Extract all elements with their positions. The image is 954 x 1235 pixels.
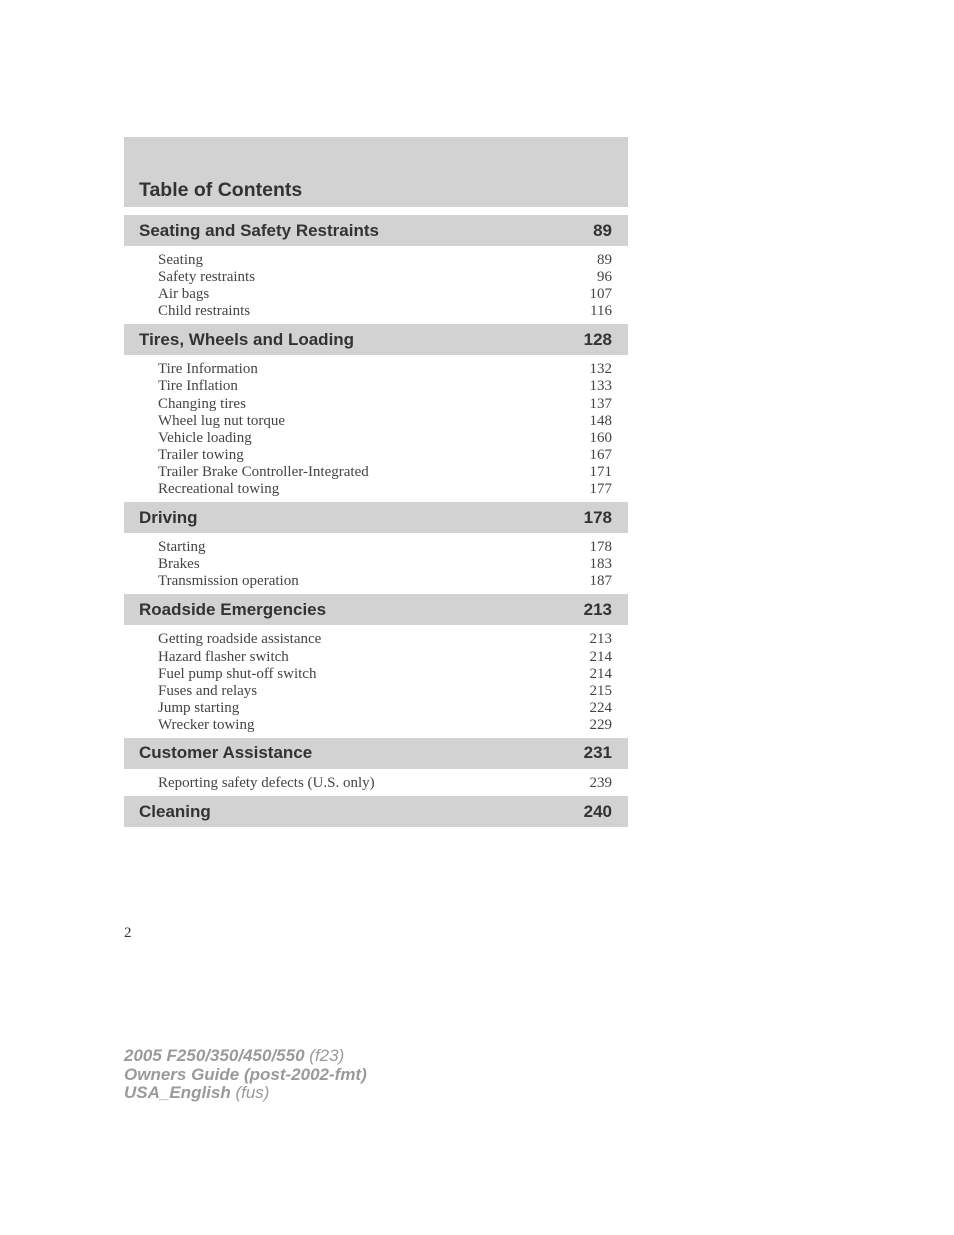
entry-label: Seating [158, 252, 203, 268]
toc-section-heading[interactable] [124, 738, 628, 769]
section-page-number: 240 [583, 801, 612, 821]
table-of-contents [124, 137, 628, 827]
entry-page-number: 167 [589, 446, 612, 463]
entry-page-number: 116 [590, 303, 612, 320]
entry-page-number: 187 [589, 573, 612, 590]
entry-page-number: 171 [589, 463, 612, 480]
toc-entry[interactable] [158, 269, 612, 286]
section-title: Tires, Wheels and Loading [139, 329, 355, 349]
toc-sections [124, 215, 628, 827]
entry-page-number: 214 [589, 665, 612, 682]
entry-label: Tire Information [158, 361, 258, 378]
entry-page-number: 89 [597, 252, 612, 268]
toc-section-heading[interactable] [124, 502, 628, 533]
entry-page-number: 239 [589, 774, 612, 791]
toc-entry[interactable] [158, 573, 612, 590]
toc-entry[interactable] [158, 556, 612, 573]
entry-label: Starting [158, 539, 206, 556]
entry-label: Wheel lug nut torque [158, 412, 286, 429]
entry-label: Brakes [158, 556, 200, 573]
entry-page-number: 229 [589, 716, 612, 733]
entry-page-number: 148 [589, 412, 612, 429]
toc-entry[interactable] [158, 700, 612, 717]
entry-page-number: 178 [589, 539, 612, 556]
toc-entry[interactable] [158, 683, 612, 700]
entry-label: Wrecker towing [158, 716, 255, 733]
entry-page-number: 213 [589, 631, 612, 648]
entry-page-number: 133 [589, 378, 612, 395]
toc-section-heading[interactable] [124, 324, 628, 355]
toc-entry[interactable] [158, 631, 612, 648]
section-title: Cleaning [139, 801, 211, 821]
entry-label: Reporting safety defects (U.S. only) [158, 774, 375, 791]
section-page-number: 213 [583, 599, 612, 619]
section-title: Seating and Safety Restraints [139, 220, 379, 240]
section-title: Driving [139, 507, 198, 527]
entry-label: Vehicle loading [158, 429, 252, 446]
footer-line-1 [124, 1047, 367, 1066]
footer-line-3 [124, 1084, 367, 1103]
footer-model-code: (f23) [304, 1046, 345, 1065]
toc-entry[interactable] [158, 539, 612, 556]
footer [124, 1047, 367, 1103]
entry-page-number: 160 [589, 429, 612, 446]
toc-entry[interactable] [158, 649, 612, 666]
entry-page-number: 177 [589, 481, 612, 498]
entry-label: Tire Inflation [158, 378, 238, 395]
toc-item-list [124, 355, 628, 502]
toc-entry[interactable] [158, 717, 612, 734]
toc-entry[interactable] [158, 286, 612, 303]
toc-entry[interactable] [158, 447, 612, 464]
section-page-number: 89 [593, 220, 612, 240]
section-title: Customer Assistance [139, 743, 313, 763]
toc-entry[interactable] [158, 666, 612, 683]
toc-entry[interactable] [158, 396, 612, 413]
toc-section-heading[interactable] [124, 594, 628, 625]
entry-page-number: 132 [589, 361, 612, 378]
toc-header [124, 137, 628, 207]
entry-label: Fuses and relays [158, 682, 258, 699]
section-title: Roadside Emergencies [139, 599, 327, 619]
toc-entry[interactable] [158, 303, 612, 320]
toc-section-heading[interactable] [124, 215, 628, 246]
toc-entry[interactable] [158, 430, 612, 447]
entry-label: Transmission operation [158, 573, 299, 590]
footer-language: USA_English [124, 1083, 231, 1102]
toc-entry[interactable] [158, 775, 612, 792]
toc-entry[interactable] [158, 481, 612, 498]
page-title: Table of Contents [139, 179, 303, 201]
entry-page-number: 107 [589, 286, 612, 303]
toc-entry[interactable] [158, 464, 612, 481]
entry-label: Trailer towing [158, 446, 244, 463]
page-number: 2 [124, 925, 132, 941]
toc-entry[interactable] [158, 413, 612, 430]
entry-label: Safety restraints [158, 269, 256, 286]
section-page-number: 178 [583, 507, 612, 527]
entry-label: Jump starting [158, 699, 240, 716]
footer-language-code: (fus) [230, 1083, 270, 1102]
toc-section-heading[interactable] [124, 796, 628, 827]
entry-label: Child restraints [158, 303, 251, 320]
toc-entry[interactable] [158, 252, 612, 269]
entry-page-number: 183 [589, 556, 612, 573]
entry-label: Fuel pump shut-off switch [158, 665, 317, 682]
toc-item-list [124, 625, 628, 738]
section-page-number: 128 [583, 329, 612, 349]
entry-page-number: 96 [597, 269, 612, 286]
entry-page-number: 215 [589, 682, 612, 699]
footer-guide: Owners Guide (post-2002-fmt) [124, 1064, 367, 1084]
section-page-number: 231 [583, 743, 612, 763]
toc-entry[interactable] [158, 378, 612, 395]
entry-label: Air bags [158, 286, 210, 303]
entry-label: Hazard flasher switch [158, 648, 289, 665]
footer-model: 2005 F250/350/450/550 [124, 1046, 305, 1065]
footer-line-2 [124, 1066, 367, 1085]
entry-label: Trailer Brake Controller-Integrated [158, 463, 369, 480]
entry-page-number: 224 [589, 699, 612, 716]
entry-page-number: 214 [589, 648, 612, 665]
entry-label: Getting roadside assistance [158, 631, 322, 648]
entry-page-number: 137 [589, 395, 612, 412]
entry-label: Changing tires [158, 395, 246, 412]
toc-item-list [124, 769, 628, 796]
entry-label: Recreational towing [158, 481, 280, 498]
toc-item-list [124, 246, 628, 324]
toc-entry[interactable] [158, 361, 612, 378]
toc-item-list [124, 533, 628, 594]
